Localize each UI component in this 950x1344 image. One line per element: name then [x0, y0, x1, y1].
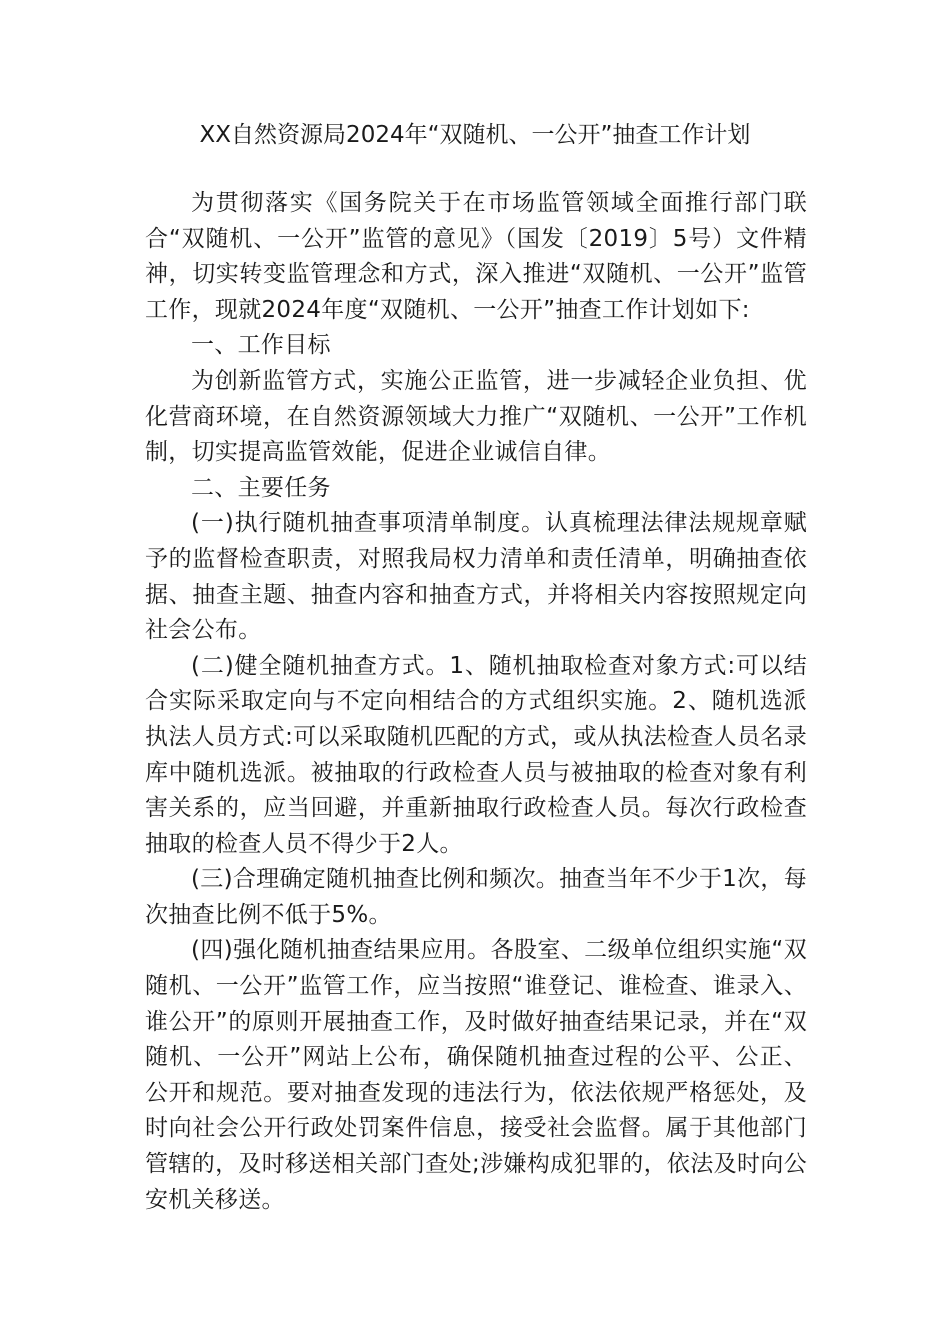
document-title: XX自然资源局2024年“双随机、一公开”抽查工作计划 [199, 122, 751, 148]
document-body [145, 186, 807, 1218]
intro-paragraph: 为贯彻落实《国务院关于在市场监管领域全面推行部门联合“双随机、一公开”监管的意见》（国发〔2019〕5号）文件精神，切实转变监管理念和方式，深入推进“双随机、一公开”监管工作，现就2024年度“双随机、一公开”抽查工作计划如下: [145, 190, 807, 323]
task-item-1: (一)执行随机抽查事项清单制度。认真梳理法律法规规章赋予的监督检查职责，对照我局权力清单和责任清单，明确抽查依据、抽查主题、抽查内容和抽查方式，并将相关内容按照规定向社会公布。 [145, 510, 807, 644]
section-heading-goals: 一、工作目标 [191, 332, 331, 359]
goals-paragraph: 为创新监管方式，实施公正监管，进一步减轻企业负担、优化营商环境，在自然资源领域大力推广“双随机、一公开”工作机制，切实提高监管效能，促进企业诚信自律。 [145, 367, 807, 466]
task-item-2: (二)健全随机抽查方式。1、随机抽取检查对象方式:可以结合实际采取定向与不定向相结合的方式组织实施。2、随机选派执法人员方式:可以采取随机匹配的方式，或从执法检查人员名录库中随机选派。被抽取的行政检查人员与被抽取的检查对象有利害关系的，应当回避，并重新抽取行政检查人员。每次行政检查抽取的检查人员不得少于2人。 [145, 652, 807, 857]
task-item-3: (三)合理确定随机抽查比例和频次。抽查当年不少于1次，每次抽查比例不低于5%。 [145, 866, 807, 928]
section-heading-tasks: 二、主要任务 [191, 474, 331, 501]
task-item-4: (四)强化随机抽查结果应用。各股室、二级单位组织实施“双随机、一公开”监管工作，应当按照“谁登记、谁检查、谁录入、谁公开”的原则开展抽查工作，及时做好抽查结果记录，并在“双随机、一公开”网站上公布，确保随机抽查过程的公平、公正、公开和规范。要对抽查发现的违法行为，依法依规严格惩处，及时向社会公开行政处罚案件信息，接受社会监督。属于其他部门管辖的，及时移送相关部门查处;涉嫌构成犯罪的，依法及时向公安机关移送。 [145, 937, 807, 1213]
